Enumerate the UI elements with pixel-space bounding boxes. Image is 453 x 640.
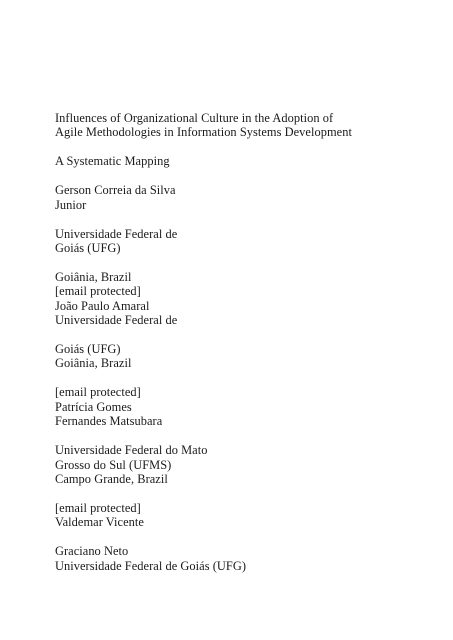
spacer bbox=[55, 255, 435, 269]
spacer bbox=[55, 169, 435, 183]
email-2: [email protected] bbox=[55, 385, 141, 400]
affiliation-1: Universidade Federal de bbox=[55, 226, 178, 241]
affiliation-1-cont: Goiás (UFG) bbox=[55, 240, 121, 255]
subtitle: A Systematic Mapping bbox=[55, 154, 170, 169]
author-4-name: Valdemar Vicente bbox=[55, 515, 144, 530]
location-1: Goiânia, Brazil bbox=[55, 269, 132, 284]
spacer bbox=[55, 328, 435, 342]
spacer bbox=[55, 140, 435, 154]
affiliation-2-cont: Goiás (UFG) bbox=[55, 342, 121, 356]
affiliation-2: Universidade Federal de bbox=[55, 313, 178, 328]
spacer bbox=[55, 530, 435, 544]
author-3-name-cont: Fernandes Matsubara bbox=[55, 414, 163, 429]
spacer bbox=[55, 371, 435, 385]
spacer bbox=[55, 429, 435, 443]
location-3: Campo Grande, Brazil bbox=[55, 471, 168, 486]
spacer bbox=[55, 486, 435, 500]
title-line-1: Influences of Organizational Culture in the Adoption of bbox=[55, 111, 334, 125]
title-line-2: Agile Methodologies in Information Systems Development bbox=[55, 125, 352, 140]
spacer bbox=[55, 212, 435, 226]
author-1-name: Gerson Correia da Silva bbox=[55, 183, 176, 198]
document-body bbox=[55, 111, 435, 573]
author-3-name: Patrícia Gomes bbox=[55, 399, 132, 414]
affiliation-4: Universidade Federal de Goiás (UFG) bbox=[55, 558, 246, 573]
location-2: Goiânia, Brazil bbox=[55, 356, 132, 371]
author-2-name: João Paulo Amaral bbox=[55, 298, 150, 313]
email-3: [email protected] bbox=[55, 500, 141, 515]
author-1-name-cont: Junior bbox=[55, 197, 87, 212]
author-4-name-cont: Graciano Neto bbox=[55, 544, 129, 559]
email-1: [email protected] bbox=[55, 284, 141, 299]
affiliation-3-cont: Grosso do Sul (UFMS) bbox=[55, 457, 172, 472]
affiliation-3: Universidade Federal do Mato bbox=[55, 443, 208, 458]
